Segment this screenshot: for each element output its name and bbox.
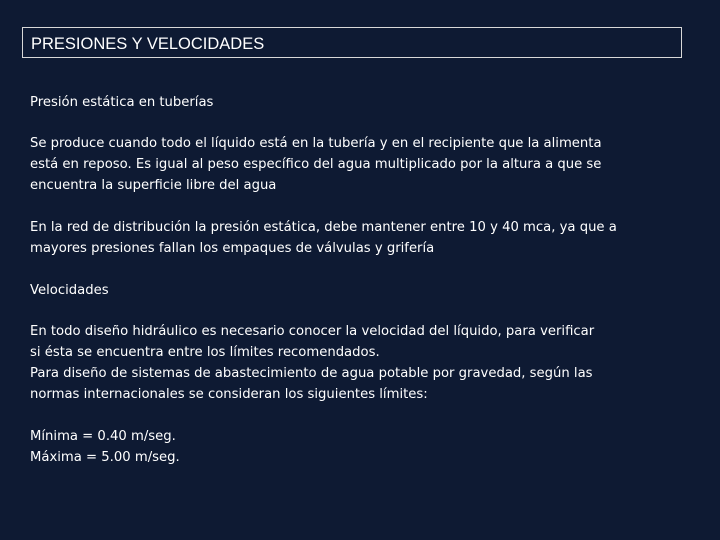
limit-maxima: Máxima = 5.00 m/seg. (30, 450, 180, 465)
paragraph-presion-definicion (30, 133, 690, 196)
paragraph-limites (30, 426, 690, 468)
paragraph-presion-red (30, 217, 690, 259)
section-heading-velocidades: Velocidades (30, 283, 109, 298)
text-line: En la red de distribución la presión estática, debe mantener entre 10 y 40 mca, ya que a (30, 220, 617, 235)
title-box (22, 27, 682, 58)
text-line: En todo diseño hidráulico es necesario conocer la velocidad del líquido, para verificar (30, 324, 595, 339)
text-line: está en reposo. Es igual al peso específico del agua multiplicado por la altura a que se (30, 157, 602, 172)
text-line: Se produce cuando todo el líquido está en la tubería y en el recipiente que la alimenta (30, 136, 602, 151)
text-line: mayores presiones fallan los empaques de válvulas y grifería (30, 241, 435, 256)
limit-minima: Mínima = 0.40 m/seg. (30, 429, 176, 444)
text-line: si ésta se encuentra entre los límites recomendados. (30, 345, 380, 360)
section-heading-presion-estatica: Presión estática en tuberías (30, 95, 214, 110)
slide-title: PRESIONES Y VELOCIDADES (31, 35, 265, 53)
text-line: encuentra la superficie libre del agua (30, 178, 277, 193)
text-line: Para diseño de sistemas de abastecimiento de agua potable por gravedad, según las (30, 366, 593, 381)
paragraph-velocidades (30, 321, 690, 405)
text-line: normas internacionales se consideran los siguientes límites: (30, 387, 428, 402)
slide-body (30, 92, 690, 489)
